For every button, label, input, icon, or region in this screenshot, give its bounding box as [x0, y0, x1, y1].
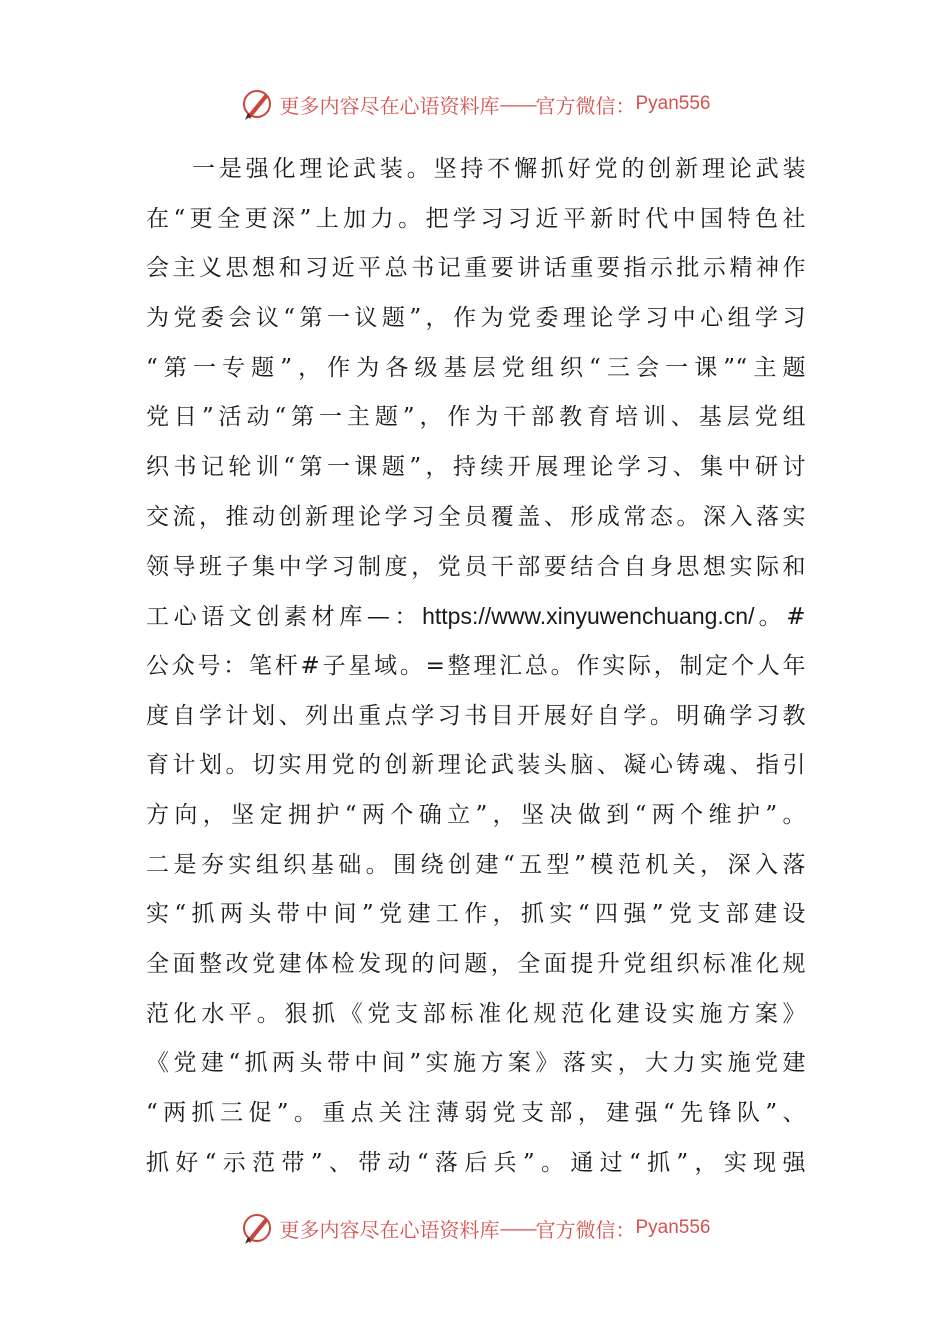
header-dash: ——: [499, 92, 536, 116]
body-line: 二是夯实组织基础。围绕创建“五型”模范机关，深入落: [146, 851, 806, 878]
footer-wechat-handle: Pyan556: [635, 1217, 711, 1238]
body-line: 《党建“抓两头带中间”实施方案》落实，大力实施党建: [146, 1050, 806, 1077]
footer-banner: [0, 1208, 950, 1248]
body-line: “第一专题”，作为各级基层党组织“三会一课”“主题: [146, 354, 806, 381]
source-url: https://www.xinyuwenchuang.cn/: [422, 603, 755, 630]
body-line: 方向，坚定拥护“两个确立”，坚决做到“两个维护”。: [146, 801, 806, 828]
body-line: 为党委会议“第一议题”，作为党委理论学习中心组学习: [146, 305, 806, 332]
footer-text: 更多内容尽在心语资料库: [279, 1217, 500, 1242]
header-banner: [0, 84, 950, 124]
body-line: 度自学计划、列出重点学习书目开展好自学。明确学习教: [146, 702, 806, 729]
header-wechat-label: 官方微信：: [535, 93, 636, 118]
body-line: 领导班子集中学习制度，党员干部要结合自身思想实际和: [146, 553, 806, 580]
footer-wechat-label: 官方微信：: [535, 1217, 636, 1242]
body-line-with-url: [146, 592, 806, 642]
url-prefix: 工心语文创素材库—：: [146, 604, 423, 631]
body-line: 交流，推动创新理论学习全员覆盖、形成常态。深入落实: [146, 503, 806, 530]
body-line: “两抓三促”。重点关注薄弱党支部，建强“先锋队”、: [146, 1100, 806, 1127]
body-line: 抓好“示范带”、带动“落后兵”。通过“抓”，实现强: [146, 1149, 806, 1176]
body-line: 织书记轮训“第一课题”，持续开展理论学习、集中研讨: [146, 454, 806, 481]
body-line: 会主义思想和习近平总书记重要讲话重要指示批示精神作: [146, 255, 806, 282]
header-text: 更多内容尽在心语资料库: [279, 93, 500, 118]
body-line: 一是强化理论武装。坚持不懈抓好党的创新理论武装: [192, 156, 806, 182]
body-line: 党日”活动“第一主题”，作为干部教育培训、基层党组: [146, 404, 806, 431]
body-line: 全面整改党建体检发现的问题，全面提升党组织标准化规: [146, 951, 806, 977]
pen-logo-icon: [239, 86, 275, 122]
footer-dash: ——: [499, 1216, 536, 1240]
body-line: 范化水平。狠抓《党支部标准化规范化建设实施方案》: [146, 1000, 806, 1027]
body-line: 育计划。切实用党的创新理论武装头脑、凝心铸魂、指引: [146, 752, 806, 779]
header-wechat-handle: Pyan556: [635, 93, 711, 114]
url-suffix: 。#: [754, 604, 806, 631]
body-line: 在“更全更深”上加力。把学习习近平新时代中国特色社: [146, 205, 806, 232]
body-line: 实“抓两头带中间”党建工作，抓实“四强”党支部建设: [146, 901, 806, 928]
body-line: 公众号：笔杆#子星域。=整理汇总。作实际，制定个人年: [146, 652, 806, 679]
pen-logo-icon: [239, 1210, 275, 1246]
document-body: [146, 145, 806, 1188]
